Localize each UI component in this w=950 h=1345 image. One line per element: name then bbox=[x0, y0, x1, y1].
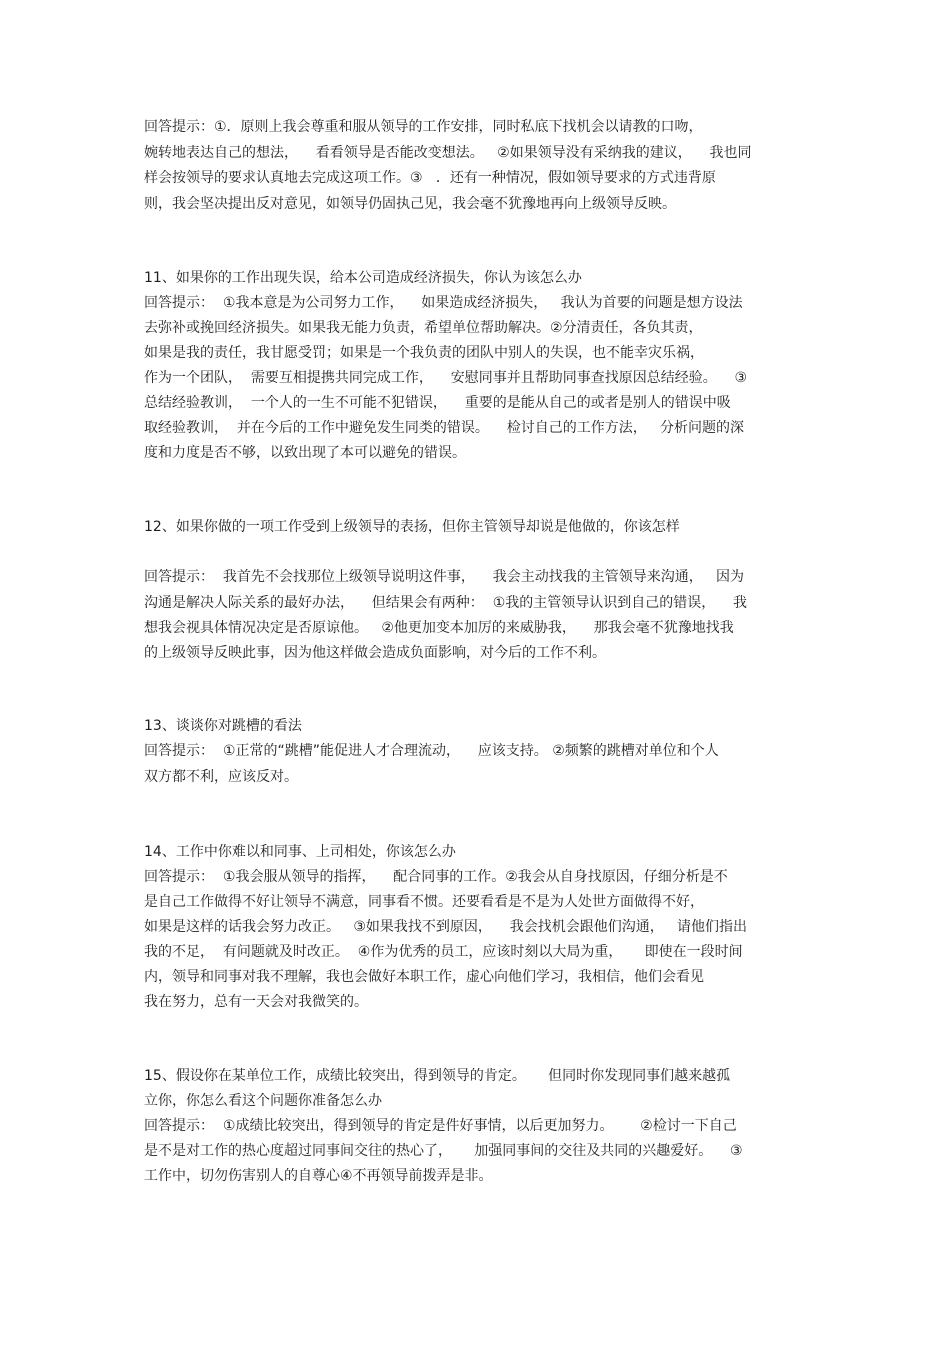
paragraph-line: 我的不足， 有问题就及时改正。 ④作为优秀的员工，应该时刻以大局为重， 即使在一段时间 bbox=[144, 944, 743, 960]
paragraph-line: 工作中，切勿伤害别人的自尊心④不再领导前拨弄是非。 bbox=[144, 1168, 493, 1184]
question-heading: 11、如果你的工作出现失误，给本公司造成经济损失，你认为该怎么办 bbox=[144, 270, 582, 286]
paragraph-line: 总结经验教训， 一个人的一生不可能不犯错误， 重要的是能从自己的或者是别人的错误中吸 bbox=[144, 395, 731, 411]
paragraph-line: 回答提示： 我首先不会找那位上级领导说明这件事， 我会主动找我的主管领导来沟通， 因为 bbox=[144, 569, 745, 585]
paragraph-line: 回答提示： ①我本意是为公司努力工作， 如果造成经济损失， 我认为首要的问题是想方设法 bbox=[144, 295, 743, 311]
question-heading: 立你，你怎么看这个问题你准备怎么办 bbox=[144, 1093, 382, 1109]
paragraph-line: 婉转地表达自己的想法， 看看领导是否能改变想法。 ②如果领导没有采纳我的建议， 我也同 bbox=[144, 145, 752, 161]
paragraph-line: 内，领导和同事对我不理解，我也会做好本职工作，虚心向他们学习，我相信，他们会看见 bbox=[144, 969, 704, 985]
paragraph-line: 想我会视具体情况决定是否原谅他。 ②他更加变本加厉的来威胁我， 那我会毫不犹豫地找我 bbox=[144, 620, 734, 636]
paragraph-line: 沟通是解决人际关系的最好办法， 但结果会有两种： ①我的主管领导认识到自己的错误， 我 bbox=[144, 595, 748, 611]
question-heading: 12、如果你做的一项工作受到上级领导的表扬，但你主管领导却说是他做的，你该怎样 bbox=[144, 519, 680, 535]
paragraph-line: 取经验教训， 并在今后的工作中避免发生同类的错误。 检讨自己的工作方法， 分析问题的深 bbox=[144, 420, 745, 436]
question-heading: 14、工作中你难以和同事、上司相处，你该怎么办 bbox=[144, 844, 456, 860]
paragraph-line: 是不是对工作的热心度超过同事间交往的热心了， 加强同事间的交往及共同的兴趣爱好。 ③ bbox=[144, 1143, 743, 1159]
paragraph-line: 双方都不利，应该反对。 bbox=[144, 769, 298, 785]
paragraph-line: 回答提示： ①我会服从领导的指挥， 配合同事的工作。②我会从自身找原因，仔细分析是不 bbox=[144, 869, 728, 885]
paragraph-line: 则，我会坚决提出反对意见，如领导仍固执己见，我会毫不犹豫地再向上级领导反映。 bbox=[144, 196, 676, 212]
paragraph-line: 如果是这样的话我会努力改正。 ③如果我找不到原因， 我会找机会跟他们沟通， 请他们指出 bbox=[144, 919, 748, 935]
paragraph-line: 作为一个团队， 需要互相提携共同完成工作， 安慰同事并且帮助同事查找原因总结经验。 ③ bbox=[144, 370, 748, 386]
paragraph-line: 去弥补或挽回经济损失。如果我无能力负责，希望单位帮助解决。②分清责任，各负其责， bbox=[144, 320, 703, 336]
paragraph-line: 度和力度是否不够，以致出现了本可以避免的错误。 bbox=[144, 445, 466, 461]
paragraph-line: 我在努力，总有一天会对我微笑的。 bbox=[144, 994, 368, 1010]
question-heading: 15、假设你在某单位工作，成绩比较突出，得到领导的肯定。 但同时你发现同事们越来越孤 bbox=[144, 1068, 731, 1084]
paragraph-line: 样会按领导的要求认真地去完成这项工作。③ ．还有一种情况，假如领导要求的方式违背原 bbox=[144, 170, 716, 186]
paragraph-line: 的上级领导反映此事，因为他这样做会造成负面影响，对今后的工作不利。 bbox=[144, 645, 606, 661]
question-heading: 13、谈谈你对跳槽的看法 bbox=[144, 718, 302, 734]
paragraph-line: 回答提示：①．原则上我会尊重和服从领导的工作安排，同时私底下找机会以请教的口吻， bbox=[144, 119, 703, 135]
paragraph-line: 回答提示： ①成绩比较突出，得到领导的肯定是件好事情，以后更加努力。 ②检讨一下自己 bbox=[144, 1118, 737, 1134]
paragraph-line: 如果是我的责任，我甘愿受罚；如果是一个我负责的团队中别人的失误，也不能幸灾乐祸， bbox=[144, 345, 704, 361]
paragraph-line: 是自己工作做得不好让领导不满意，同事看不惯。还要看看是不是为人处世方面做得不好， bbox=[144, 894, 704, 910]
paragraph-line: 回答提示： ①正常的“跳槽”能促进人才合理流动， 应该支持。 ②频繁的跳槽对单位和个人 bbox=[144, 743, 719, 759]
